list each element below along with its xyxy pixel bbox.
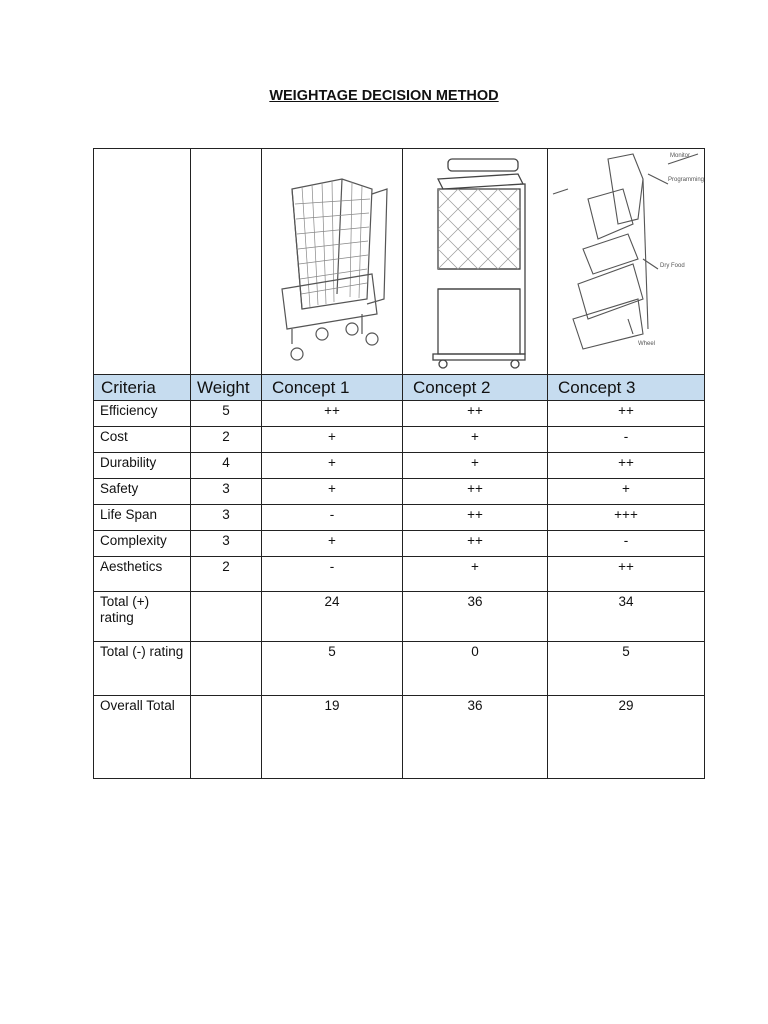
weight-cell: 2 bbox=[191, 427, 262, 453]
header-criteria: Criteria bbox=[94, 375, 191, 401]
table-row bbox=[94, 479, 705, 505]
concept-3-rating: + bbox=[548, 479, 705, 505]
concept-3-dispenser-sketch bbox=[548, 149, 704, 374]
weight-cell bbox=[191, 696, 262, 779]
concept-3-total-plus: 34 bbox=[548, 592, 705, 642]
table-row bbox=[94, 557, 705, 592]
concept-1-rating: + bbox=[262, 453, 403, 479]
annotation-dry-food: Dry Food bbox=[660, 263, 685, 269]
table-row bbox=[94, 401, 705, 427]
page-title: WEIGHTAGE DECISION METHOD bbox=[269, 88, 499, 104]
concept-2-rating: ++ bbox=[403, 505, 548, 531]
concept-2-total-minus: 0 bbox=[403, 642, 548, 696]
empty-cell bbox=[94, 149, 191, 375]
concept-2-rating: ++ bbox=[403, 401, 548, 427]
weight-cell: 3 bbox=[191, 479, 262, 505]
concept-1-rating: ++ bbox=[262, 401, 403, 427]
header-concept-2: Concept 2 bbox=[403, 375, 548, 401]
concept-1-rating: + bbox=[262, 427, 403, 453]
annotation-programming: Programming bbox=[668, 177, 704, 183]
concept-1-total-plus: 24 bbox=[262, 592, 403, 642]
concept-3-sketch-cell bbox=[548, 149, 705, 375]
weight-cell bbox=[191, 592, 262, 642]
criteria-cell: Safety bbox=[94, 479, 191, 505]
concept-2-sketch-cell bbox=[403, 149, 548, 375]
concept-1-overall-total: 19 bbox=[262, 696, 403, 779]
annotation-wheel: Wheel bbox=[638, 341, 656, 347]
concept-3-rating: ++ bbox=[548, 453, 705, 479]
concept-1-rating: + bbox=[262, 479, 403, 505]
annotation-monitor: Monitor bbox=[670, 153, 691, 159]
header-weight: Weight bbox=[191, 375, 262, 401]
table-row bbox=[94, 531, 705, 557]
concept-2-rating: ++ bbox=[403, 479, 548, 505]
total-minus-label: Total (-) rating bbox=[94, 642, 191, 696]
empty-cell bbox=[191, 149, 262, 375]
concept-1-sketch-cell bbox=[262, 149, 403, 375]
concept-3-rating: - bbox=[548, 427, 705, 453]
concept-2-overall-total: 36 bbox=[403, 696, 548, 779]
concept-1-rating: - bbox=[262, 505, 403, 531]
criteria-cell: Aesthetics bbox=[94, 557, 191, 592]
concept-2-rating: + bbox=[403, 557, 548, 592]
weight-cell: 4 bbox=[191, 453, 262, 479]
weight-cell: 3 bbox=[191, 505, 262, 531]
concept-2-rating: + bbox=[403, 453, 548, 479]
concept-2-cabinet-sketch bbox=[403, 149, 547, 374]
table-row bbox=[94, 505, 705, 531]
total-plus-row bbox=[94, 592, 705, 642]
concept-1-rating: + bbox=[262, 531, 403, 557]
concept-1-total-minus: 5 bbox=[262, 642, 403, 696]
weight-cell: 5 bbox=[191, 401, 262, 427]
concept-3-rating: +++ bbox=[548, 505, 705, 531]
concept-2-total-plus: 36 bbox=[403, 592, 548, 642]
concept-3-rating: ++ bbox=[548, 401, 705, 427]
weight-cell bbox=[191, 642, 262, 696]
total-minus-row bbox=[94, 642, 705, 696]
concept-2-rating: ++ bbox=[403, 531, 548, 557]
sketch-row bbox=[94, 149, 705, 375]
concept-3-total-minus: 5 bbox=[548, 642, 705, 696]
header-concept-1: Concept 1 bbox=[262, 375, 403, 401]
table-row bbox=[94, 427, 705, 453]
concept-1-rating: - bbox=[262, 557, 403, 592]
table-row bbox=[94, 453, 705, 479]
concept-1-trolley-sketch bbox=[262, 149, 402, 374]
overall-total-label: Overall Total bbox=[94, 696, 191, 779]
overall-total-row bbox=[94, 696, 705, 779]
criteria-cell: Durability bbox=[94, 453, 191, 479]
total-plus-label: Total (+) rating bbox=[94, 592, 191, 642]
criteria-cell: Complexity bbox=[94, 531, 191, 557]
concept-3-rating: - bbox=[548, 531, 705, 557]
header-row bbox=[94, 375, 705, 401]
criteria-cell: Life Span bbox=[94, 505, 191, 531]
criteria-cell: Cost bbox=[94, 427, 191, 453]
weight-cell: 3 bbox=[191, 531, 262, 557]
concept-2-rating: + bbox=[403, 427, 548, 453]
header-concept-3: Concept 3 bbox=[548, 375, 705, 401]
concept-3-overall-total: 29 bbox=[548, 696, 705, 779]
decision-matrix-table bbox=[93, 148, 705, 779]
concept-3-rating: ++ bbox=[548, 557, 705, 592]
criteria-cell: Efficiency bbox=[94, 401, 191, 427]
weight-cell: 2 bbox=[191, 557, 262, 592]
